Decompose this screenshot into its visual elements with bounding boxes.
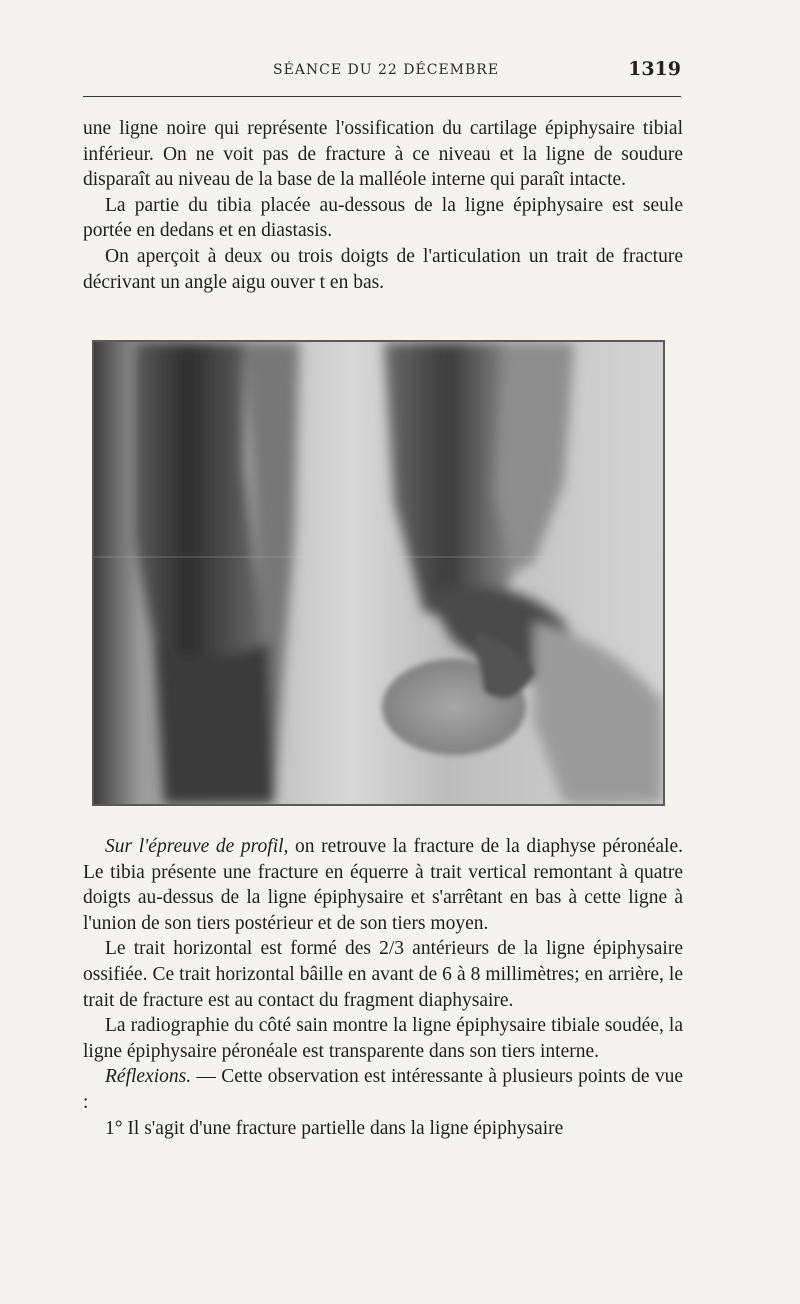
- paragraph: La radiographie du côté sain montre la ligne épiphysaire tibiale soudée, la ligne épiphysaire péronéale est transparente dans son tiers interne.: [83, 1015, 683, 1062]
- paragraph: On aperçoit à deux ou trois doigts de l'articulation un trait de fracture décrivant un angle aigu ouver t en bas.: [83, 245, 683, 293]
- page-header: [83, 58, 681, 88]
- paragraph: une ligne noire qui représente l'ossification du cartilage épiphysaire tibial inférieur. On ne voit pas de fracture à ce niveau et la ligne de soudure disparaît au niveau de la base de la malléole interne qui paraît intacte.: [83, 118, 683, 191]
- paragraph: Le trait horizontal est formé des 2/3 antérieurs de la ligne épiphysaire ossifiée. Ce trait horizontal bâille en avant de 6 à 8 millimètres; en arrière, le trait de fracture est au contact du fragment diaphysaire.: [83, 938, 683, 1011]
- italic-phrase: Réflexions.: [105, 1066, 192, 1088]
- paragraph: 1° Il s'agit d'une fracture partielle dans la ligne épiphysaire: [105, 1117, 564, 1139]
- italic-phrase: Sur l'épreuve de profil,: [105, 836, 289, 857]
- paragraph-text: on retrouve la fracture de la diaphyse péronéale. Le tibia présente une fracture en équerre à trait vertical remontant à quatre doigts au-dessus de la ligne épiphysaire et s'arrêtant en bas à cette ligne à l'union de son tiers postérieur et de son tiers moyen.: [83, 836, 684, 934]
- radiograph-image: [94, 342, 663, 804]
- paragraph: [83, 1064, 683, 1115]
- text-block-bottom: [83, 834, 683, 1141]
- paragraph-text: — Cette observation est intéressante à plusieurs points de vue :: [83, 1066, 683, 1113]
- paragraph: La partie du tibia placée au-dessous de la ligne épiphysaire est seule portée en dedans et en diastasis.: [83, 194, 683, 242]
- running-head: SÉANCE DU 22 DÉCEMBRE: [273, 62, 500, 78]
- header-rule: [83, 96, 681, 97]
- text-block-top: [83, 116, 683, 295]
- radiograph-figure: [92, 340, 665, 806]
- page-number: 1319: [628, 58, 681, 80]
- paragraph: [83, 834, 683, 936]
